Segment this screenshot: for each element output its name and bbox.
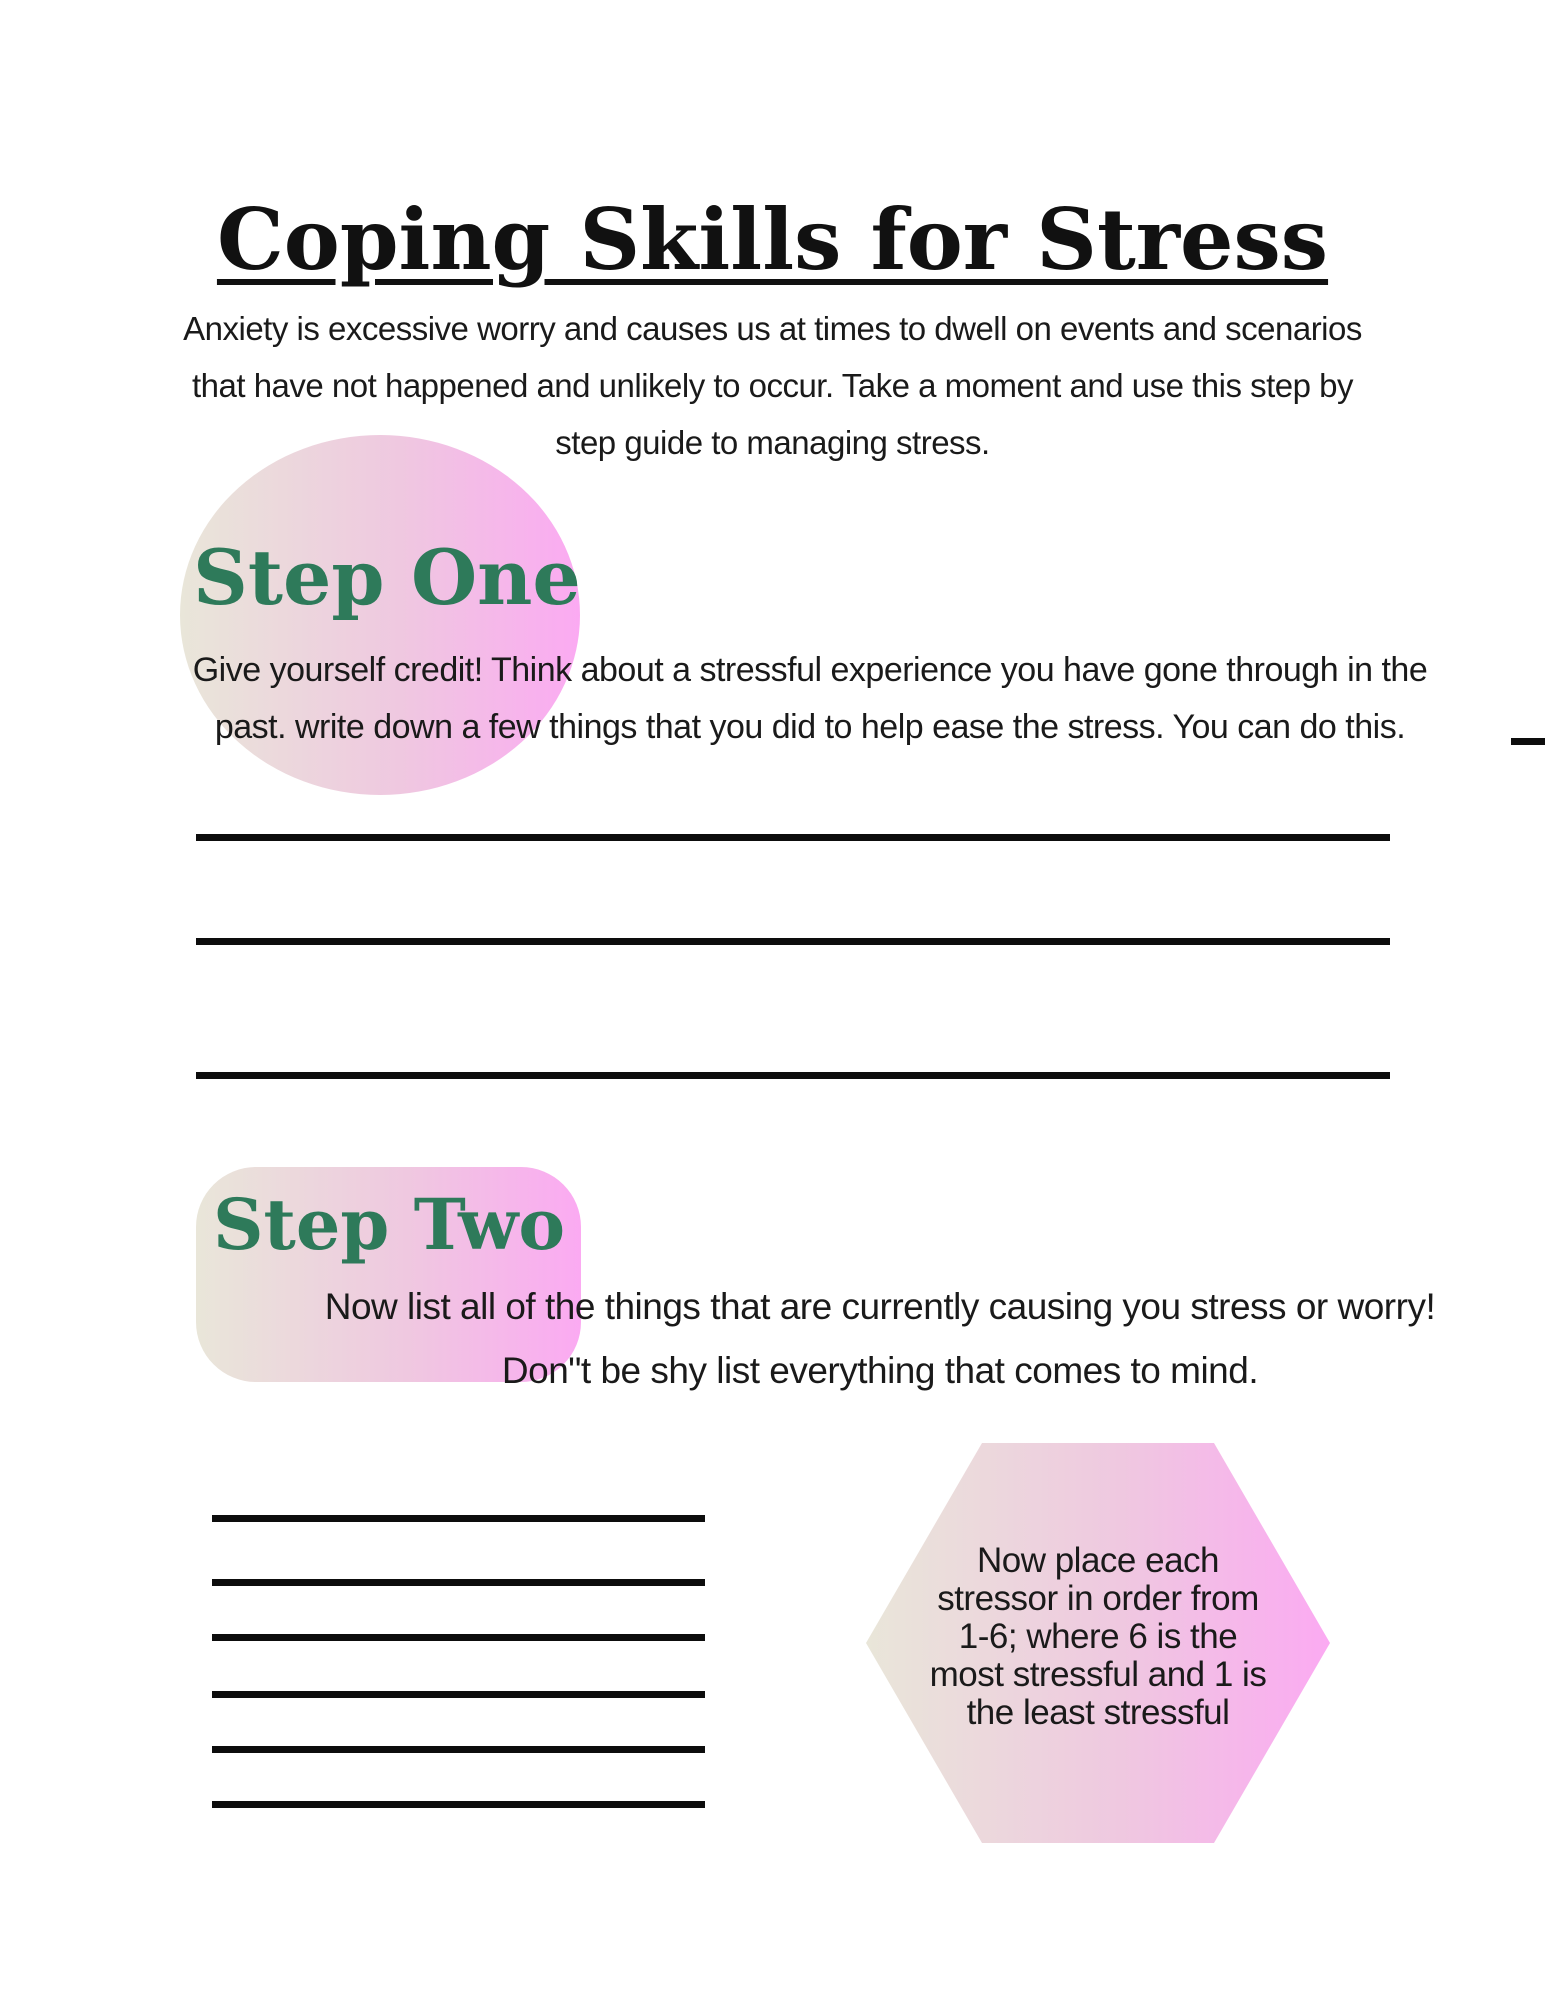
step-one-instructions: Give yourself credit! Think about a stressful experience you have gone through in the past. write down a few things that you did to help ease the stress. You can do this. (192, 651, 1428, 746)
step-one-answer-line[interactable] (196, 1072, 1390, 1079)
stressor-answer-line[interactable] (212, 1801, 705, 1808)
step-one-answer-line[interactable] (196, 834, 1390, 841)
stressor-answer-line[interactable] (212, 1634, 705, 1641)
step-two-heading: Step Two (213, 1183, 566, 1266)
stressor-answer-line[interactable] (212, 1746, 705, 1753)
hexagon-note: Now place each stressor in order from 1-6; where 6 is the most stressful and 1 is the least stressful (929, 1541, 1267, 1732)
page-title: Coping Skills for Stress (216, 190, 1329, 289)
intro-paragraph: Anxiety is excessive worry and causes us at times to dwell on events and scenarios that have not happened and unlikely to occur. Take a moment and use this step by step guide to managing stress. (183, 310, 1362, 461)
step-one-answer-line[interactable] (196, 938, 1390, 945)
step-one-heading: Step One (193, 533, 581, 622)
stressor-answer-line[interactable] (212, 1515, 705, 1522)
edge-mark (1511, 738, 1545, 745)
step-two-instructions: Now list all of the things that are currently causing you stress or worry! Don"t be shy list everything that comes to mind. (324, 1286, 1436, 1391)
stressor-answer-line[interactable] (212, 1579, 705, 1586)
stressor-answer-line[interactable] (212, 1691, 705, 1698)
